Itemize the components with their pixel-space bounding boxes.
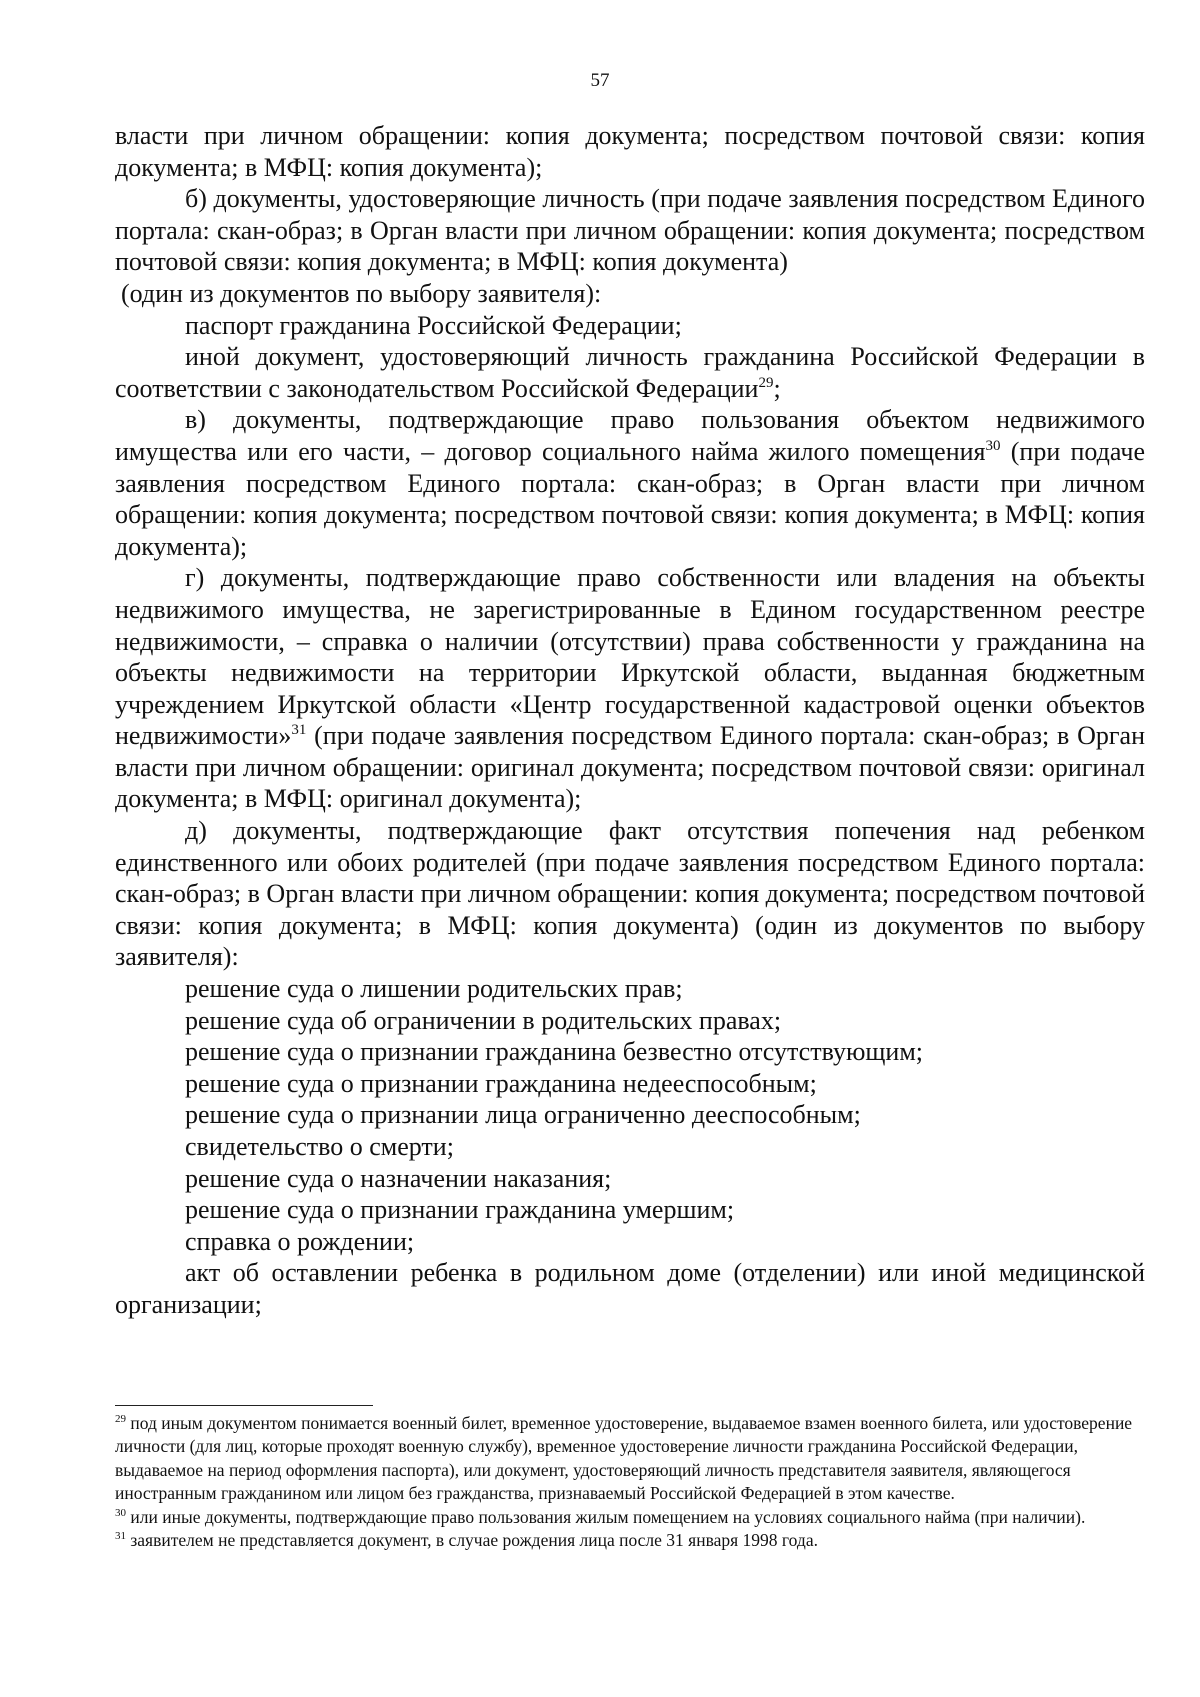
page-number: 57: [590, 70, 610, 91]
paragraph-text: иной документ, удостоверяющий личность гражданина Российской Федерации в соответствии с законодательством Российской Федерации: [115, 342, 1145, 403]
paragraph-text: (при подаче заявления посредством Единого портала: скан-образ; в Орган власти при личном обращении: оригинал документа; посредством почтовой связи: оригинал документа; в МФЦ: оригинал документа);: [115, 721, 1145, 814]
paragraph: [115, 183, 1145, 278]
list-item-text: решение суда о признании гражданина безвестно отсутствующим;: [185, 1037, 923, 1067]
footnote-number: 29: [115, 1413, 126, 1425]
list-item-text: свидетельство о смерти;: [185, 1132, 454, 1161]
list-item: [115, 1099, 1145, 1131]
paragraph-text: ;: [773, 373, 781, 403]
footnote-text: заявителем не представляется документ, в случае рождения лица после 31 января 1998 года.: [126, 1530, 818, 1551]
list-item: [115, 1194, 1145, 1226]
paragraph-text: б) документы, удостоверяющие личность (при подаче заявления посредством Единого портала: скан-образ; в Орган власти при личном обращении: копия документа; посредством почтовой связи: копия документа; в МФЦ: копия документа): [115, 184, 1145, 277]
paragraph: [115, 310, 1145, 342]
paragraph: [115, 120, 1145, 183]
list-item-text: решение суда об ограничении в родительских правах;: [185, 1005, 782, 1035]
footnote-text: или иные документы, подтверждающие право пользования жилым помещением на условиях социального найма (при наличии).: [126, 1506, 1086, 1527]
list-item-text: решение суда о назначении наказания;: [185, 1163, 612, 1193]
footnote: [115, 1506, 1145, 1529]
paragraph-text: власти при личном обращении: копия документа; посредством почтовой связи: копия документа; в МФЦ: копия документа);: [115, 121, 1145, 182]
footnote-ref[interactable]: 29: [758, 374, 774, 391]
paragraph-text: в) документы, подтверждающие право пользования объектом недвижимого имущества или его части, – договор социального найма жилого помещения: [115, 405, 1145, 466]
footnote-separator: [115, 1405, 373, 1406]
footnote: [115, 1412, 1145, 1506]
paragraph: [115, 404, 1145, 562]
footnote-ref[interactable]: 31: [291, 722, 307, 739]
footnote-number: 31: [115, 1530, 126, 1543]
list-item: [115, 1131, 1145, 1163]
list-item-text: решение суда о признании лица ограниченно дееспособным;: [185, 1100, 861, 1130]
body-text: [115, 120, 1145, 1321]
list-item: [115, 1163, 1145, 1195]
list-item: [115, 1005, 1145, 1037]
footnote-text: под иным документом понимается военный билет, временное удостоверение, выдаваемое взамен военного билета, или удостоверение личности (для лиц, которые проходят военную службу), временное удостоверение личности гражданина Российской Федерации, выдаваемое на период оформления паспорта), или документ, удостоверяющий личность представителя заявителя, являющегося иностранным гражданином или лицом без гражданства, признаваемый Российской Федерацией в этом качестве.: [115, 1413, 1133, 1504]
paragraph-text: паспорт гражданина Российской Федерации;: [185, 310, 682, 340]
list-item: [115, 1036, 1145, 1068]
list-item-text: решение суда о признании гражданина недееспособным;: [185, 1068, 817, 1098]
list-item-text: решение суда о признании гражданина умершим;: [185, 1195, 735, 1225]
list-item-text: акт об оставлении ребенка в родильном доме (отделении) или иной медицинской организации;: [115, 1258, 1145, 1319]
paragraph: [115, 815, 1145, 973]
footnote: [115, 1529, 1145, 1552]
paragraph: [115, 341, 1145, 404]
paragraph-text: (один из документов по выбору заявителя):: [121, 278, 602, 308]
footnote-number: 30: [115, 1506, 126, 1519]
paragraph: [115, 278, 1145, 310]
paragraph: [115, 562, 1145, 815]
list-item: [115, 1068, 1145, 1100]
footnote-ref[interactable]: 30: [985, 437, 1001, 454]
paragraph-text: д) документы, подтверждающие факт отсутствия попечения над ребенком единственного или обоих родителей (при подаче заявления посредством Единого портала: скан-образ; в Орган власти при личном обращении: копия документа; посредством почтовой связи: копия документа; в МФЦ: копия документа) (один из документов по выбору заявителя):: [115, 816, 1145, 972]
paragraph-text: (при подаче заявления посредством Единого портала: скан-образ; в Орган власти при личном обращении: копия документа; посредством почтовой связи: копия документа; в МФЦ: копия документа);: [115, 436, 1145, 561]
list-item: [115, 1226, 1145, 1258]
list-item: [115, 973, 1145, 1005]
list-item-text: решение суда о лишении родительских прав;: [185, 974, 683, 1004]
list-item: [115, 1257, 1145, 1320]
footnotes: [115, 1412, 1145, 1552]
list-item-text: справка о рождении;: [185, 1226, 415, 1256]
paragraph-text: г) документы, подтверждающие право собственности или владения на объекты недвижимого имущества, не зарегистрированные в Едином государственном реестре недвижимости, – справка о наличии (отсутствии) права собственности у гражданина на объекты недвижимости на территории Иркутской области, выданная бюджетным учреждением Иркутской области «Центр государственной кадастровой оценки объектов недвижимости»: [115, 563, 1145, 751]
